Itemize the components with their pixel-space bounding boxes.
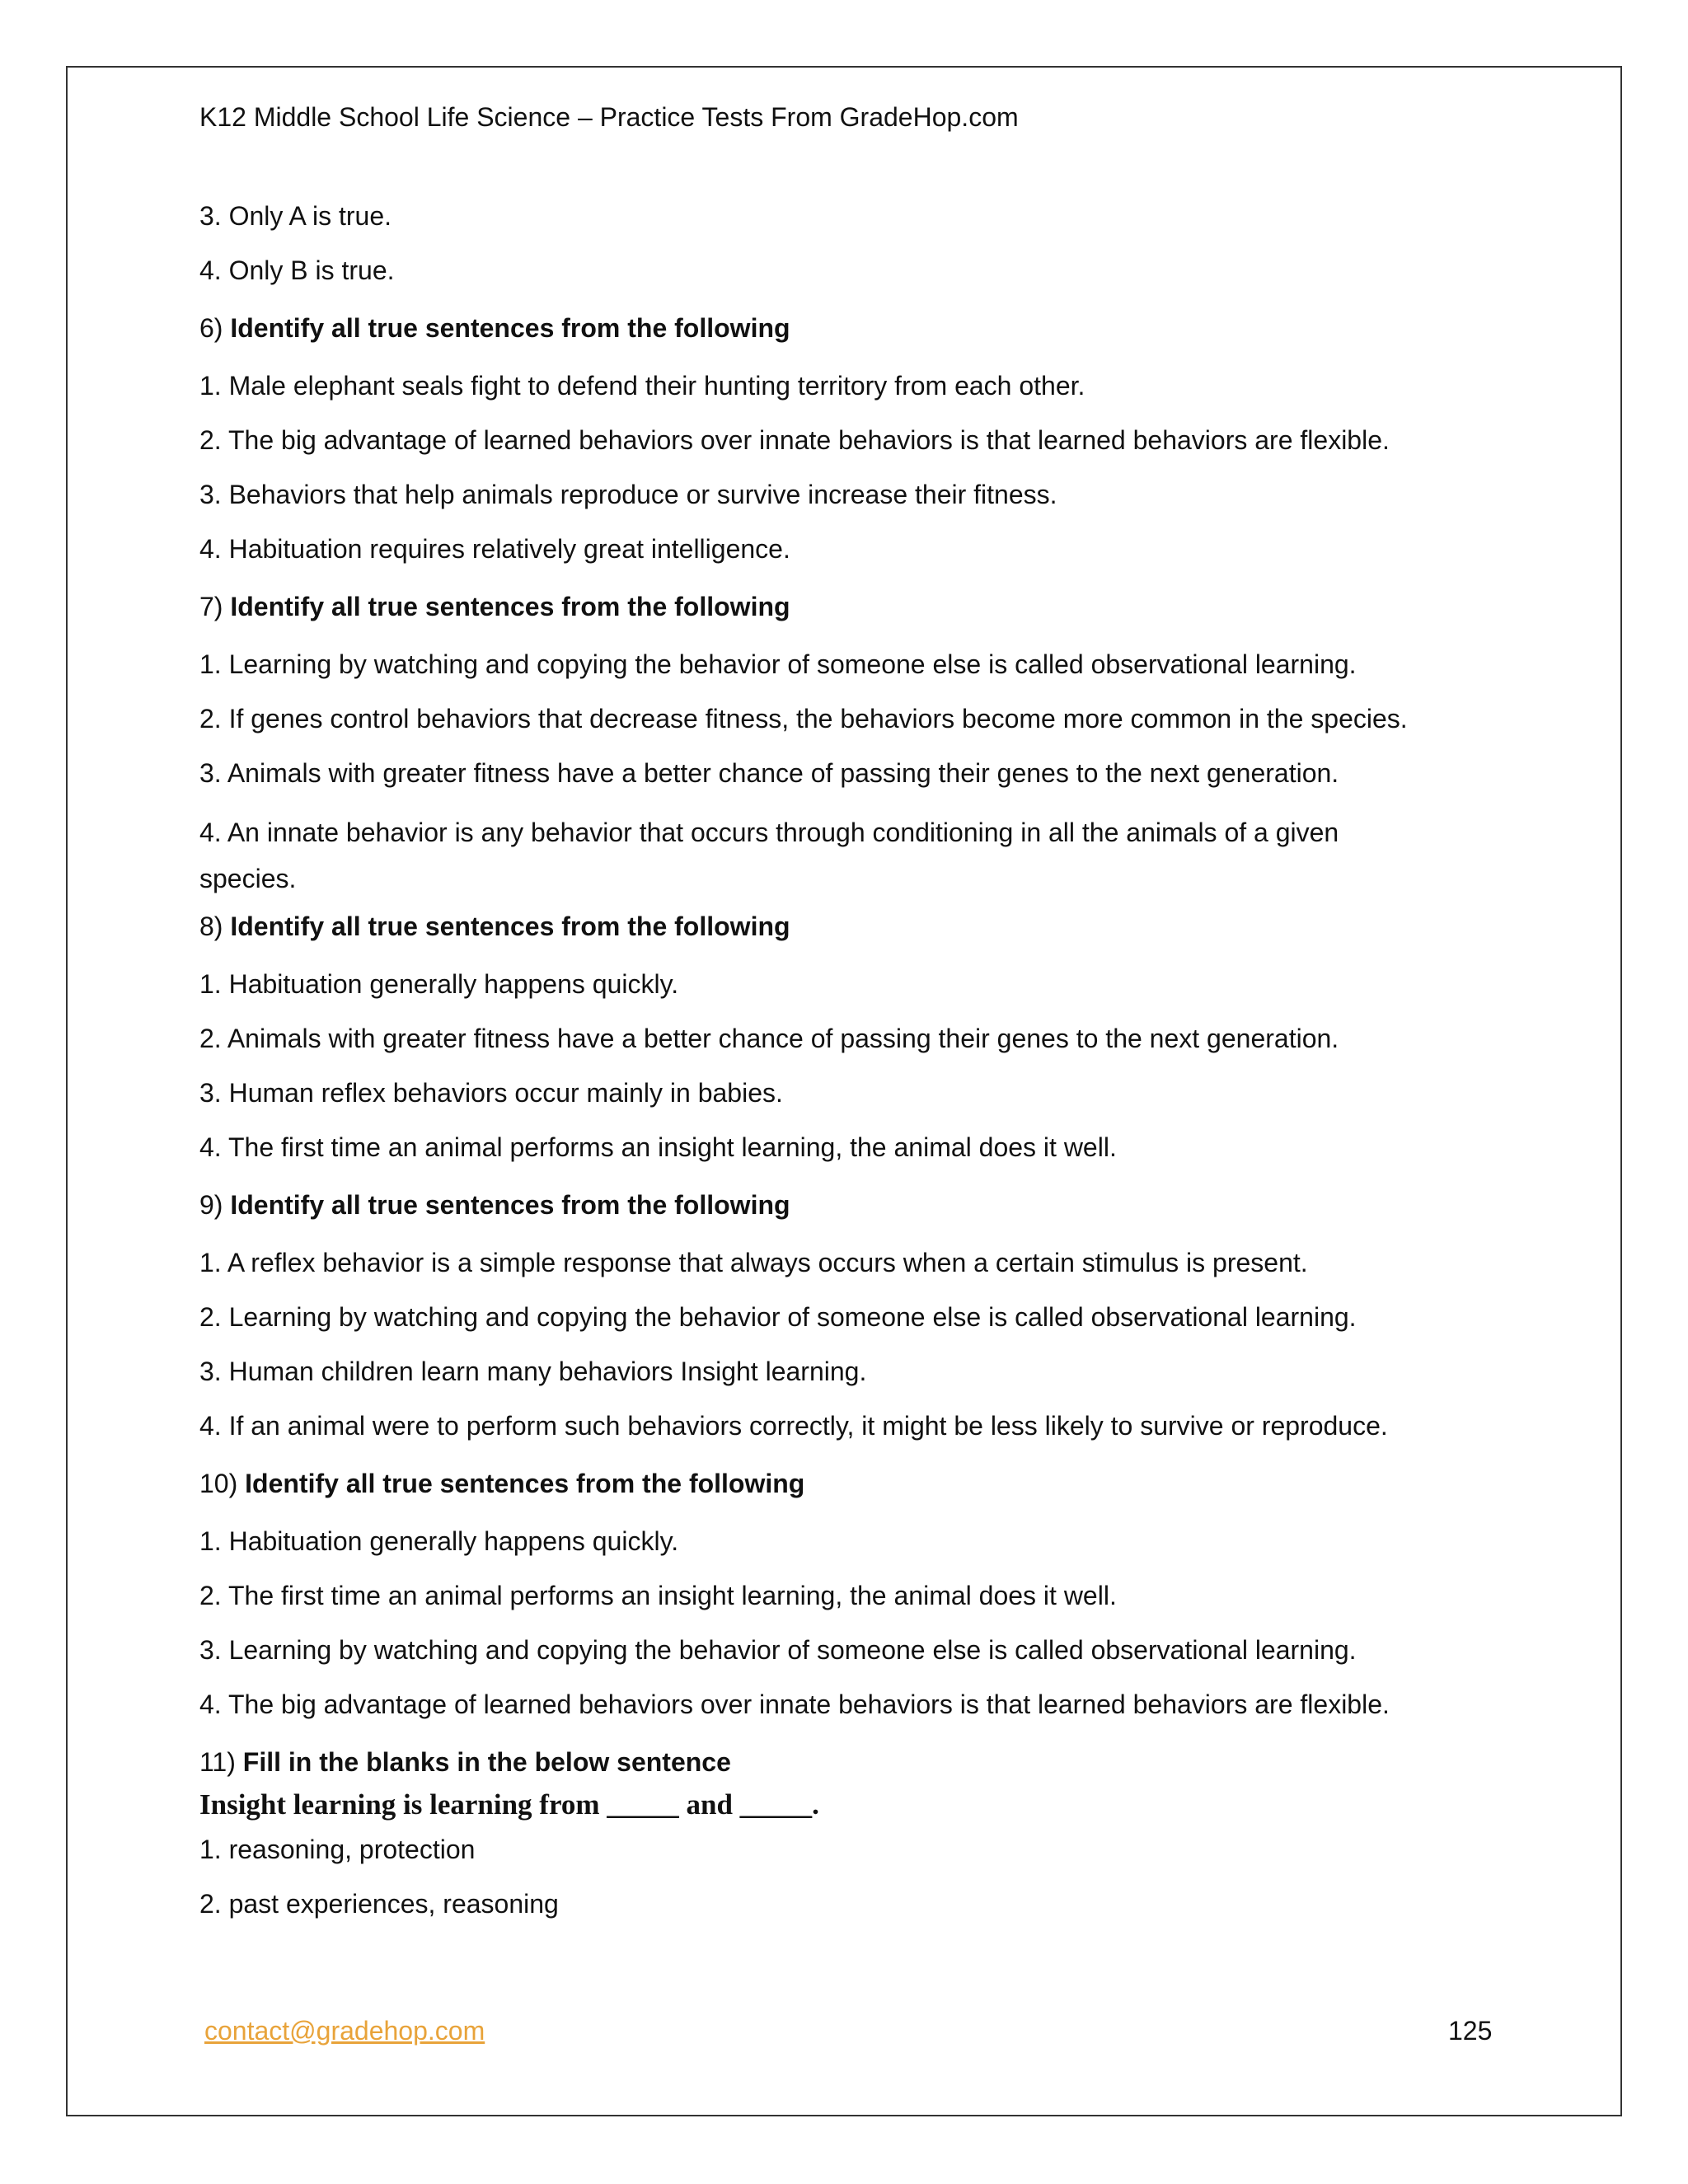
option-line: 4. The big advantage of learned behaviors over innate behaviors is that learned behaviors are flexible.	[199, 1690, 1390, 1719]
option-line: 4. An innate behavior is any behavior that occurs through conditioning in all the animals of a given species.	[199, 818, 1339, 893]
option-line: 4. The first time an animal performs an insight learning, the animal does it well.	[199, 1132, 1117, 1162]
page-header: K12 Middle School Life Science – Practice Tests From GradeHop.com	[199, 102, 1019, 132]
option-line: 3. Behaviors that help animals reproduce or survive increase their fitness.	[199, 480, 1057, 509]
option-line: 1. reasoning, protection	[199, 1835, 476, 1864]
question-prompt: Identify all true sentences from the following	[230, 592, 790, 621]
option-line: 3. Only A is true.	[199, 201, 392, 231]
question-9	[199, 1187, 1518, 1244]
option-line: 4. If an animal were to perform such behaviors correctly, it might be less likely to survive or reproduce.	[199, 1411, 1388, 1441]
option-line: 2. Learning by watching and copying the behavior of someone else is called observational learning.	[199, 1302, 1357, 1332]
question-10	[199, 1465, 1518, 1523]
contact-email-link[interactable]: contact@gradehop.com	[204, 2016, 485, 2046]
question-8	[199, 908, 1518, 966]
option-line: 1. A reflex behavior is a simple response that always occurs when a certain stimulus is present.	[199, 1248, 1308, 1277]
question-prompt: Identify all true sentences from the following	[230, 912, 790, 941]
question-11	[199, 1744, 1518, 1787]
option-line: 2. The big advantage of learned behaviors over innate behaviors is that learned behaviors are flexible.	[199, 425, 1390, 455]
option-line: 2. Animals with greater fitness have a better chance of passing their genes to the next generation.	[199, 1024, 1339, 1053]
question-number: 9)	[199, 1190, 223, 1220]
question-number: 8)	[199, 912, 223, 941]
question-prompt: Identify all true sentences from the following	[230, 1190, 790, 1220]
question-prompt: Fill in the blanks in the below sentence	[242, 1747, 731, 1777]
option-line: 4. Habituation requires relatively great intelligence.	[199, 534, 790, 564]
option-line: 2. The first time an animal performs an insight learning, the animal does it well.	[199, 1581, 1117, 1610]
question-prompt: Identify all true sentences from the following	[230, 313, 790, 343]
fill-in-sentence: Insight learning is learning from _____ and _____.	[199, 1788, 819, 1821]
option-line: 3. Human reflex behaviors occur mainly in babies.	[199, 1078, 783, 1108]
question-number: 7)	[199, 592, 223, 621]
question-number: 10)	[199, 1469, 238, 1498]
option-line: 1. Habituation generally happens quickly.	[199, 1526, 679, 1556]
option-line: 2. past experiences, reasoning	[199, 1889, 559, 1919]
option-line: 3. Human children learn many behaviors Insight learning.	[199, 1357, 867, 1386]
question-prompt: Identify all true sentences from the following	[245, 1469, 805, 1498]
question-6	[199, 310, 1518, 368]
question-7	[199, 588, 1518, 646]
option-line: 2. If genes control behaviors that decrease fitness, the behaviors become more common in the species.	[199, 704, 1408, 733]
option-line: 1. Male elephant seals fight to defend their hunting territory from each other.	[199, 371, 1085, 401]
option-line: 3. Animals with greater fitness have a better chance of passing their genes to the next generation.	[199, 758, 1339, 788]
option-line: 1. Habituation generally happens quickly.	[199, 969, 679, 999]
page-number: 125	[1448, 2016, 1493, 2046]
page-content	[199, 198, 1518, 1940]
question-number: 6)	[199, 313, 223, 343]
option-line: 4. Only B is true.	[199, 255, 395, 285]
question-number: 11)	[199, 1747, 236, 1777]
option-line: 1. Learning by watching and copying the behavior of someone else is called observational learning.	[199, 649, 1357, 679]
option-line: 3. Learning by watching and copying the behavior of someone else is called observational learning.	[199, 1635, 1357, 1665]
